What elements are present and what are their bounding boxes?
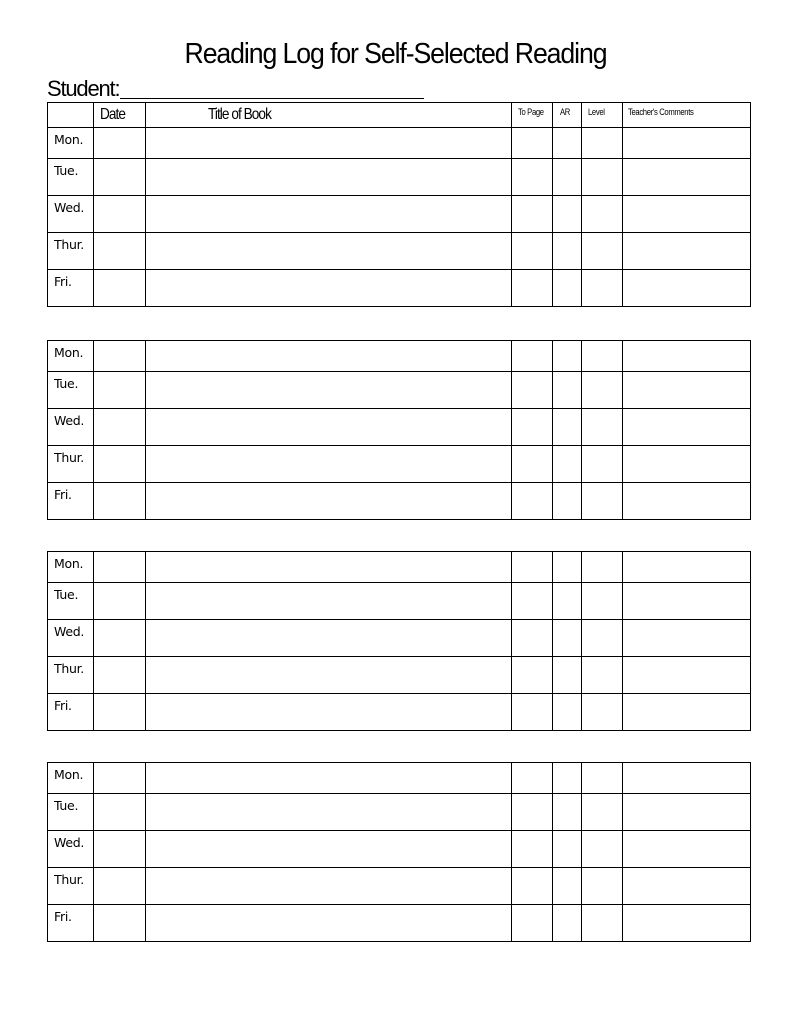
date-cell[interactable]	[94, 128, 146, 159]
level-cell[interactable]	[582, 341, 623, 372]
comments-cell[interactable]	[623, 583, 751, 620]
ar-cell[interactable]	[553, 270, 582, 307]
table-row	[48, 868, 751, 905]
comments-cell[interactable]	[623, 446, 751, 483]
date-cell[interactable]	[94, 905, 146, 942]
to-page-cell[interactable]	[512, 341, 553, 372]
header-date-cell	[94, 103, 146, 128]
date-cell[interactable]	[94, 657, 146, 694]
level-cell[interactable]	[582, 159, 623, 196]
title-cell[interactable]	[146, 446, 512, 483]
table-row	[48, 831, 751, 868]
title-cell[interactable]	[146, 831, 512, 868]
date-cell[interactable]	[94, 552, 146, 583]
ar-cell[interactable]	[553, 233, 582, 270]
title-cell[interactable]	[146, 341, 512, 372]
day-label: Mon.	[48, 341, 94, 372]
ar-cell[interactable]	[553, 483, 582, 520]
to-page-cell[interactable]	[512, 233, 553, 270]
ar-cell[interactable]	[553, 763, 582, 794]
table-row	[48, 483, 751, 520]
ar-cell[interactable]	[553, 372, 582, 409]
comments-cell[interactable]	[623, 233, 751, 270]
to-page-cell[interactable]	[512, 583, 553, 620]
day-label: Mon.	[48, 552, 94, 583]
table-row	[48, 763, 751, 794]
table-row	[48, 620, 751, 657]
header-title-cell	[146, 103, 512, 128]
table-row	[48, 657, 751, 694]
day-label: Fri.	[48, 483, 94, 520]
week-table-2	[47, 340, 751, 520]
day-label: Thur.	[48, 868, 94, 905]
day-label: Fri.	[48, 270, 94, 307]
ar-cell[interactable]	[553, 657, 582, 694]
title-cell[interactable]	[146, 483, 512, 520]
level-cell[interactable]	[582, 620, 623, 657]
to-page-cell[interactable]	[512, 794, 553, 831]
title-cell[interactable]	[146, 583, 512, 620]
title-cell[interactable]	[146, 159, 512, 196]
day-label: Wed.	[48, 196, 94, 233]
ar-cell[interactable]	[553, 905, 582, 942]
ar-cell[interactable]	[553, 794, 582, 831]
level-cell[interactable]	[582, 446, 623, 483]
level-cell[interactable]	[582, 196, 623, 233]
level-cell[interactable]	[582, 483, 623, 520]
date-cell[interactable]	[94, 446, 146, 483]
date-cell[interactable]	[94, 270, 146, 307]
to-page-cell[interactable]	[512, 657, 553, 694]
day-label: Tue.	[48, 159, 94, 196]
comments-cell[interactable]	[623, 794, 751, 831]
ar-cell[interactable]	[553, 583, 582, 620]
title-cell[interactable]	[146, 794, 512, 831]
title-cell[interactable]	[146, 372, 512, 409]
header-date: Date	[100, 106, 125, 123]
date-cell[interactable]	[94, 694, 146, 731]
day-label: Fri.	[48, 694, 94, 731]
title-cell[interactable]	[146, 657, 512, 694]
comments-cell[interactable]	[623, 657, 751, 694]
date-cell[interactable]	[94, 831, 146, 868]
comments-cell[interactable]	[623, 763, 751, 794]
to-page-cell[interactable]	[512, 409, 553, 446]
date-cell[interactable]	[94, 372, 146, 409]
header-to-page-cell	[512, 103, 553, 128]
table-row	[48, 583, 751, 620]
day-label: Mon.	[48, 763, 94, 794]
title-cell[interactable]	[146, 552, 512, 583]
table-row	[48, 552, 751, 583]
ar-cell[interactable]	[553, 341, 582, 372]
date-cell[interactable]	[94, 341, 146, 372]
day-label: Wed.	[48, 409, 94, 446]
header-level-cell	[582, 103, 623, 128]
to-page-cell[interactable]	[512, 694, 553, 731]
day-label: Tue.	[48, 794, 94, 831]
to-page-cell[interactable]	[512, 446, 553, 483]
to-page-cell[interactable]	[512, 905, 553, 942]
to-page-cell[interactable]	[512, 868, 553, 905]
to-page-cell[interactable]	[512, 270, 553, 307]
comments-cell[interactable]	[623, 483, 751, 520]
date-cell[interactable]	[94, 233, 146, 270]
day-label: Wed.	[48, 620, 94, 657]
comments-cell[interactable]	[623, 341, 751, 372]
level-cell[interactable]	[582, 128, 623, 159]
comments-cell[interactable]	[623, 409, 751, 446]
to-page-cell[interactable]	[512, 128, 553, 159]
ar-cell[interactable]	[553, 831, 582, 868]
title-cell[interactable]	[146, 620, 512, 657]
table-row	[48, 409, 751, 446]
table-row	[48, 794, 751, 831]
ar-cell[interactable]	[553, 159, 582, 196]
table-row	[48, 905, 751, 942]
day-label: Thur.	[48, 446, 94, 483]
to-page-cell[interactable]	[512, 552, 553, 583]
date-cell[interactable]	[94, 159, 146, 196]
date-cell[interactable]	[94, 583, 146, 620]
date-cell[interactable]	[94, 196, 146, 233]
table-row	[48, 233, 751, 270]
to-page-cell[interactable]	[512, 763, 553, 794]
day-label: Tue.	[48, 372, 94, 409]
table-row	[48, 694, 751, 731]
date-cell[interactable]	[94, 483, 146, 520]
level-cell[interactable]	[582, 409, 623, 446]
to-page-cell[interactable]	[512, 620, 553, 657]
level-cell[interactable]	[582, 233, 623, 270]
ar-cell[interactable]	[553, 128, 582, 159]
ar-cell[interactable]	[553, 196, 582, 233]
level-cell[interactable]	[582, 831, 623, 868]
ar-cell[interactable]	[553, 620, 582, 657]
level-cell[interactable]	[582, 763, 623, 794]
title-cell[interactable]	[146, 233, 512, 270]
day-label: Thur.	[48, 657, 94, 694]
table-row	[48, 128, 751, 159]
to-page-cell[interactable]	[512, 159, 553, 196]
student-label: Student:	[47, 76, 120, 101]
comments-cell[interactable]	[623, 128, 751, 159]
ar-cell[interactable]	[553, 409, 582, 446]
student-name-line[interactable]	[120, 98, 424, 99]
to-page-cell[interactable]	[512, 831, 553, 868]
date-cell[interactable]	[94, 763, 146, 794]
comments-cell[interactable]	[623, 694, 751, 731]
date-cell[interactable]	[94, 868, 146, 905]
title-cell[interactable]	[146, 196, 512, 233]
header-ar: AR	[560, 107, 570, 117]
header-comments-cell	[623, 103, 751, 128]
level-cell[interactable]	[582, 583, 623, 620]
ar-cell[interactable]	[553, 446, 582, 483]
table-row	[48, 446, 751, 483]
header-day-cell	[48, 103, 94, 128]
to-page-cell[interactable]	[512, 483, 553, 520]
header-row	[48, 103, 751, 128]
header-title-of-book: Title of Book	[208, 106, 271, 123]
title-cell[interactable]	[146, 409, 512, 446]
level-cell[interactable]	[582, 794, 623, 831]
week-table-4	[47, 762, 751, 942]
title-cell[interactable]	[146, 905, 512, 942]
ar-cell[interactable]	[553, 694, 582, 731]
day-label: Tue.	[48, 583, 94, 620]
comments-cell[interactable]	[623, 905, 751, 942]
comments-cell[interactable]	[623, 868, 751, 905]
level-cell[interactable]	[582, 694, 623, 731]
ar-cell[interactable]	[553, 868, 582, 905]
comments-cell[interactable]	[623, 196, 751, 233]
to-page-cell[interactable]	[512, 372, 553, 409]
to-page-cell[interactable]	[512, 196, 553, 233]
header-to-page: To Page	[518, 107, 544, 117]
date-cell[interactable]	[94, 620, 146, 657]
comments-cell[interactable]	[623, 372, 751, 409]
table-row	[48, 341, 751, 372]
title-cell[interactable]	[146, 868, 512, 905]
level-cell[interactable]	[582, 552, 623, 583]
ar-cell[interactable]	[553, 552, 582, 583]
level-cell[interactable]	[582, 868, 623, 905]
level-cell[interactable]	[582, 270, 623, 307]
day-label: Fri.	[48, 905, 94, 942]
comments-cell[interactable]	[623, 831, 751, 868]
table-row	[48, 159, 751, 196]
page-title: Reading Log for Self-Selected Reading	[184, 38, 607, 70]
title-cell[interactable]	[146, 128, 512, 159]
header-teachers-comments: Teacher's Comments	[628, 107, 694, 117]
date-cell[interactable]	[94, 409, 146, 446]
level-cell[interactable]	[582, 657, 623, 694]
table-row	[48, 372, 751, 409]
table-row	[48, 270, 751, 307]
comments-cell[interactable]	[623, 159, 751, 196]
table-row	[48, 196, 751, 233]
title-cell[interactable]	[146, 694, 512, 731]
comments-cell[interactable]	[623, 552, 751, 583]
day-label: Thur.	[48, 233, 94, 270]
header-level: Level	[588, 107, 605, 117]
comments-cell[interactable]	[623, 270, 751, 307]
week-table-3	[47, 551, 751, 731]
header-ar-cell	[553, 103, 582, 128]
comments-cell[interactable]	[623, 620, 751, 657]
day-label: Mon.	[48, 128, 94, 159]
week-table-1	[47, 102, 751, 307]
date-cell[interactable]	[94, 794, 146, 831]
day-label: Wed.	[48, 831, 94, 868]
title-cell[interactable]	[146, 763, 512, 794]
level-cell[interactable]	[582, 905, 623, 942]
level-cell[interactable]	[582, 372, 623, 409]
title-cell[interactable]	[146, 270, 512, 307]
